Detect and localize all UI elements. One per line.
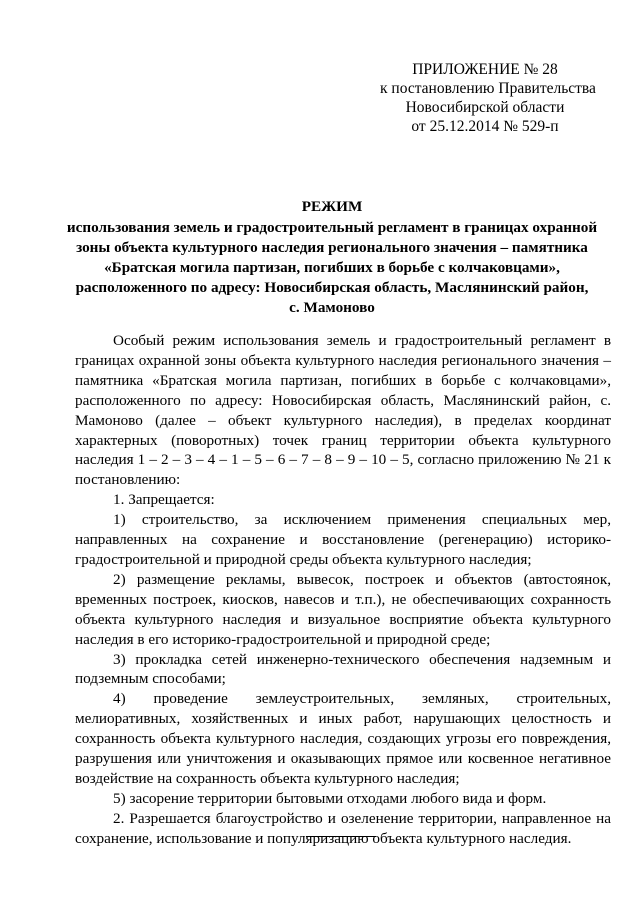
list-item-2: 2) размещение рекламы, вывесок, построек и объектов (автостоянок, временных построек, киосков, навесов и т.п.), не обеспечивающих сохранность объекта культурного наследия и визуальное восприятие объекта культурного наследия в его историко-градостроительной и природной среде; xyxy=(75,570,611,648)
appendix-number: ПРИЛОЖЕНИЕ № 28 xyxy=(412,61,558,78)
title-line-5: с. Мамоново xyxy=(289,299,375,316)
title-line-4: расположенного по адресу: Новосибирская область, Маслянинский район, xyxy=(75,279,589,296)
title-line-2: зоны объекта культурного наследия регионального значения – памятника xyxy=(76,239,588,256)
appendix-resolution-ref: к постановлению Правительства xyxy=(380,80,596,97)
section-1-heading: 1. Запрещается: xyxy=(113,491,215,509)
section-2-paragraph: 2. Разрешается благоустройство и озеленение территории, направленное на сохранение, использование и популяризацию объекта культурного наследия. xyxy=(75,809,611,847)
appendix-header xyxy=(380,60,596,136)
intro-paragraph: Особый режим использования земель и градостроительный регламент в границах охранной зоны объекта культурного наследия регионального значения – памятника «Братская могила партизан, погибших в борьбе с колчаковцами», расположенного по адресу: Новосибирская область, Маслянинский район, с. Мамоново (далее – объект культурного наследия), в пределах координат характерных (поворотных) точек границ территории объекта культурного наследия 1 – 2 – 3 – 4 – 1 – 5 – 6 – 7 – 8 – 9 – 10 – 5, согласно приложению № 21 к постановлению: xyxy=(75,332,611,489)
title-line-1: использования земель и градостроительный регламент в границах охранной xyxy=(66,219,598,236)
title-line-3: «Братская могила партизан, погибших в борьбе с колчаковцами», xyxy=(104,259,560,276)
title-main: РЕЖИМ xyxy=(301,198,363,215)
list-item-1: 1) строительство, за исключением применения специальных мер, направленных на сохранение и восстановление (регенерацию) историко-градостроительной и природной среды объекта культурного наследия; xyxy=(75,511,611,568)
appendix-date-number: от 25.12.2014 № 529-п xyxy=(411,118,559,135)
document-title xyxy=(62,197,602,318)
list-item-4: 4) проведение землеустроительных, земляных, строительных, мелиоративных, хозяйственных и иных работ, нарушающих целостность и сохранность объекта культурного наследия, создающих угрозы его повреждения, разрушения или уничтожения и оказывающих прямое или косвенное негативное воздействие на сохранность объекта культурного наследия; xyxy=(75,690,611,787)
list-item-3: 3) прокладка сетей инженерно-технического обеспечения надземным и подземным способами; xyxy=(75,650,611,688)
end-divider-line xyxy=(306,836,376,837)
appendix-region: Новосибирской области xyxy=(405,99,565,116)
list-item-5: 5) засорение территории бытовыми отходами любого вида и форм. xyxy=(113,789,547,807)
document-body xyxy=(75,331,611,849)
